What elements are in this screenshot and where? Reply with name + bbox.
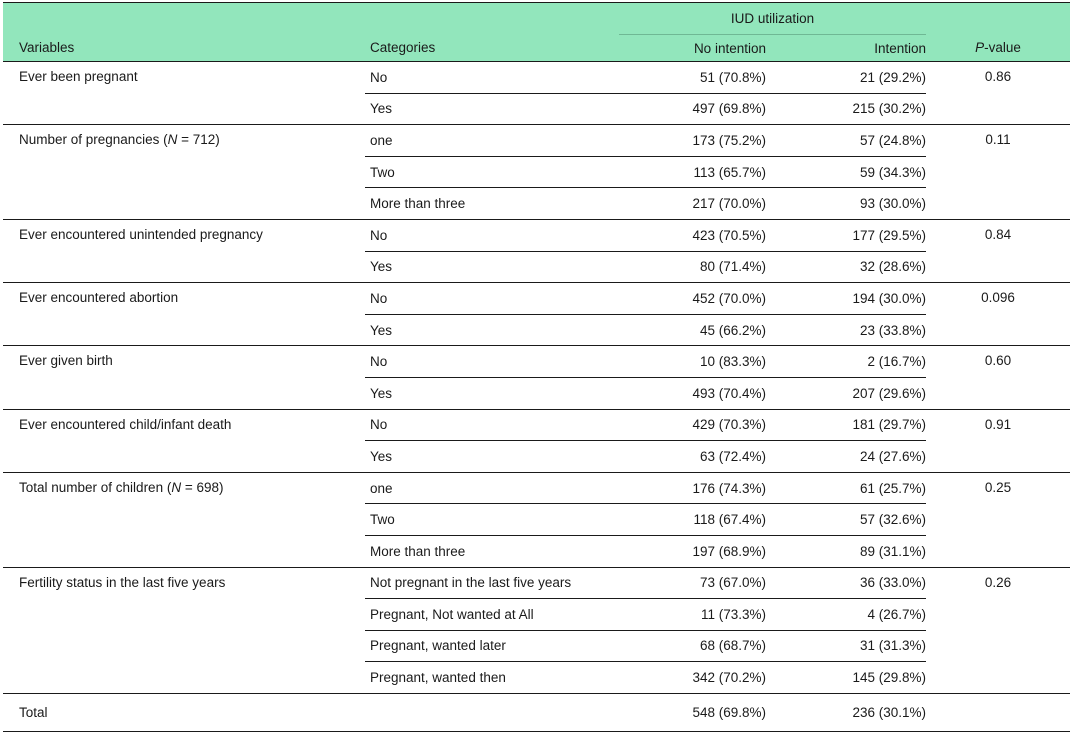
variable-cell: Number of pregnancies (N = 712) xyxy=(19,132,220,148)
total-label: Total xyxy=(19,705,48,721)
category-cell: Yes xyxy=(365,441,619,473)
intention-cell: 215 (30.2%) xyxy=(766,93,926,125)
category-cell: Pregnant, wanted then xyxy=(365,662,619,694)
intention-cell: 21 (29.2%) xyxy=(859,69,926,85)
p-value-cell: 0.11 xyxy=(985,132,1011,148)
p-value-cell: 0.60 xyxy=(984,353,1012,369)
variable-cell: Fertility status in the last five years xyxy=(19,574,226,590)
variable-cell: Ever encountered child/infant death xyxy=(19,416,232,432)
p-value-header: P-value xyxy=(975,40,1021,56)
category-cell: Yes xyxy=(365,251,619,283)
category-cell: Not pregnant in the last five years xyxy=(370,575,572,591)
no-intention-cell: 217 (70.0%) xyxy=(619,188,766,220)
no-intention-cell: 118 (67.4%) xyxy=(619,504,766,536)
no-intention-cell: 493 (70.4%) xyxy=(619,377,766,409)
category-cell: Pregnant, Not wanted at All xyxy=(365,599,619,631)
intention-cell: 57 (24.8%) xyxy=(859,132,926,148)
category-cell: Yes xyxy=(365,377,619,409)
no-intention-cell: 452 (70.0%) xyxy=(692,290,766,306)
intention-cell: 2 (16.7%) xyxy=(867,354,926,370)
table-row xyxy=(3,472,1070,504)
category-cell: No xyxy=(370,354,388,370)
p-value-cell: 0.26 xyxy=(984,574,1012,590)
intention-cell: 4 (26.7%) xyxy=(766,599,926,631)
intention-cell: 32 (28.6%) xyxy=(766,251,926,283)
no-intention-cell: 429 (70.3%) xyxy=(692,417,766,433)
intention-cell: 57 (32.6%) xyxy=(766,504,926,536)
category-cell: Pregnant, wanted later xyxy=(365,630,619,662)
p-value-cell: 0.91 xyxy=(984,416,1012,432)
no-intention-cell: 113 (65.7%) xyxy=(619,156,766,188)
p-value-cell: 0.84 xyxy=(984,226,1012,242)
intention-cell: 145 (29.8%) xyxy=(766,662,926,694)
category-cell: No xyxy=(370,417,388,433)
total-category xyxy=(365,693,619,732)
intention-cell: 61 (25.7%) xyxy=(859,480,926,496)
row-group xyxy=(3,409,1070,472)
table-row xyxy=(3,567,1070,599)
category-cell: More than three xyxy=(365,535,619,567)
category-cell: one xyxy=(370,480,393,496)
variable-cell: Ever encountered unintended pregnancy xyxy=(19,226,263,242)
intention-cell: 31 (31.3%) xyxy=(766,630,926,662)
intention-cell: 23 (33.8%) xyxy=(766,314,926,346)
no-intention-cell: 11 (73.3%) xyxy=(619,599,766,631)
p-value-cell: 0.25 xyxy=(984,479,1012,495)
category-cell: No xyxy=(370,227,388,243)
variable-cell: Total number of children (N = 698) xyxy=(19,479,224,495)
category-cell: one xyxy=(370,132,393,148)
no-intention-cell: 497 (69.8%) xyxy=(619,93,766,125)
variable-cell: Ever given birth xyxy=(19,353,113,369)
total-intention: 236 (30.1%) xyxy=(852,705,926,721)
total-row xyxy=(3,693,1070,732)
category-cell: No xyxy=(370,69,388,85)
iud-table xyxy=(3,2,1070,732)
table-row xyxy=(3,409,1070,441)
total-group xyxy=(3,693,1070,732)
row-group xyxy=(3,567,1070,693)
p-value-cell: 0.096 xyxy=(981,290,1015,306)
table-row xyxy=(3,125,1070,157)
category-cell: More than three xyxy=(365,188,619,220)
row-group xyxy=(3,346,1070,409)
category-cell: Yes xyxy=(365,93,619,125)
no-intention-cell: 73 (67.0%) xyxy=(699,575,766,591)
intention-cell: 59 (34.3%) xyxy=(766,156,926,188)
variable-cell: Ever encountered abortion xyxy=(19,290,179,306)
table-header xyxy=(3,3,1070,62)
no-intention-cell: 197 (68.9%) xyxy=(619,535,766,567)
no-intention-cell: 176 (74.3%) xyxy=(692,480,766,496)
category-cell: Two xyxy=(365,156,619,188)
row-group xyxy=(3,472,1070,567)
intention-cell: 24 (27.6%) xyxy=(766,441,926,473)
intention-cell: 194 (30.0%) xyxy=(852,290,926,306)
table-row xyxy=(3,346,1070,378)
intention-cell: 177 (29.5%) xyxy=(852,227,926,243)
iud-utilization-header: IUD utilization xyxy=(619,3,926,35)
categories-header: Categories xyxy=(370,40,436,56)
intention-cell: 181 (29.7%) xyxy=(852,417,926,433)
total-p-value xyxy=(926,693,1070,732)
intention-cell: 36 (33.0%) xyxy=(859,575,926,591)
no-intention-cell: 10 (83.3%) xyxy=(699,354,766,370)
no-intention-cell: 45 (66.2%) xyxy=(619,314,766,346)
intention-cell: 207 (29.6%) xyxy=(766,377,926,409)
intention-cell: 89 (31.1%) xyxy=(766,535,926,567)
no-intention-cell: 342 (70.2%) xyxy=(619,662,766,694)
category-cell: Two xyxy=(365,504,619,536)
no-intention-cell: 51 (70.8%) xyxy=(699,69,766,85)
table-row xyxy=(3,283,1070,315)
row-group xyxy=(3,125,1070,220)
intention-header: Intention xyxy=(874,40,926,56)
intention-cell: 93 (30.0%) xyxy=(766,188,926,220)
variable-cell: Ever been pregnant xyxy=(19,69,138,84)
no-intention-header: No intention xyxy=(693,40,766,56)
row-group xyxy=(3,219,1070,282)
table-row xyxy=(3,62,1070,94)
no-intention-cell: 423 (70.5%) xyxy=(692,227,766,243)
no-intention-cell: 68 (68.7%) xyxy=(619,630,766,662)
category-cell: Yes xyxy=(365,314,619,346)
variables-header: Variables xyxy=(19,40,75,56)
no-intention-cell: 173 (75.2%) xyxy=(692,132,766,148)
row-group xyxy=(3,62,1070,125)
table-row xyxy=(3,219,1070,251)
row-group xyxy=(3,283,1070,346)
p-value-cell: 0.86 xyxy=(984,69,1012,84)
no-intention-cell: 63 (72.4%) xyxy=(619,441,766,473)
category-cell: No xyxy=(370,290,388,306)
total-no-intention: 548 (69.8%) xyxy=(692,705,766,721)
no-intention-cell: 80 (71.4%) xyxy=(619,251,766,283)
